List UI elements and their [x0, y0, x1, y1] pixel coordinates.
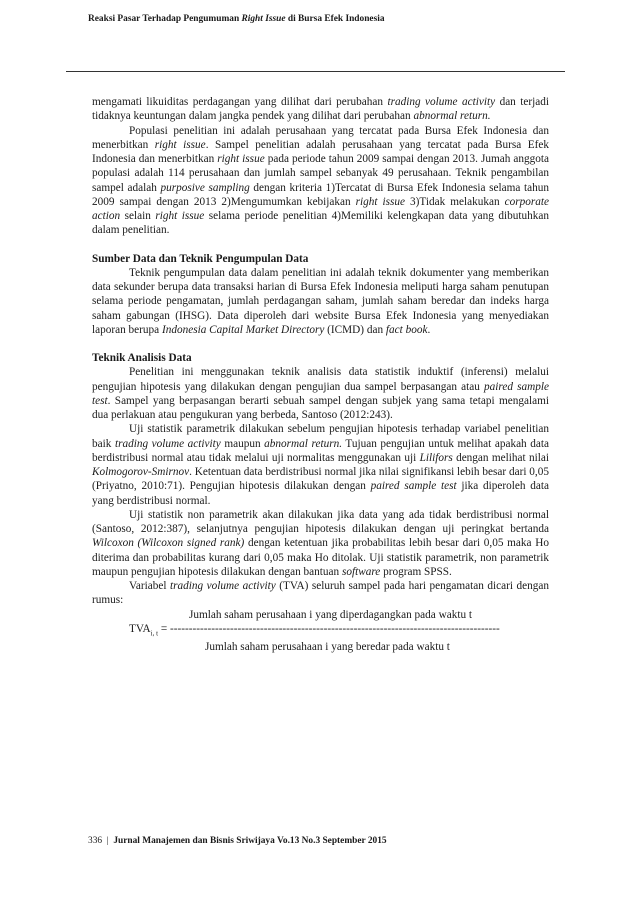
journal-name: Jurnal Manajemen dan Bisnis Sriwijaya Vo.13 No.3 September 2015 — [113, 836, 387, 846]
running-header: Reaksi Pasar Terhadap Pengumuman Right Issue di Bursa Efek Indonesia — [88, 14, 385, 24]
spacer — [92, 337, 549, 351]
formula-denominator: Jumlah saham perusahaan i yang beredar pada waktu t — [205, 641, 450, 654]
paragraph-1: mengamati likuiditas perdagangan yang dilihat dari perubahan trading volume activity dan terjadi tidaknya keuntungan dalam jangka pendek yang dilihat dari perubahan abnormal return. — [92, 96, 549, 123]
paragraph-populasi: Populasi penelitian ini adalah perusahaan yang tercatat pada Bursa Efek Indonesia dan menerbitkan right issue. Sampel penelitian adalah perusahaan yang tercatat pada Bursa Efek Indonesia dan menerbitkan right issue pada periode tahun 2009 sampai dengan 2013. Jumah anggota populasi adalah 114 perusahaan dan jumlah sampel sebanyak 49 perusahaan. Teknik pengambilan sampel adalah purposive sampling dengan kriteria 1)Tercatat di Bursa Efek Indonesia selama tahun 2009 sampai dengan 2013 2)Mengumumkan kebijakan right issue 3)Tidak melakukan corporate action selain right issue selama periode penelitian 4)Memiliki kelengkapan data yang dibutuhkan dalam penelitian. — [92, 124, 549, 237]
section-heading-analisis: Teknik Analisis Data — [92, 352, 192, 364]
paragraph-non-parametrik: Uji statistik non parametrik akan dilakukan jika data yang ada tidak berdistribusi normal (Santoso, 2012:387), selanjutnya pengujian hipotesis dilakukan dengan uji peringkat bertanda Wilcoxon (Wilcoxon signed rank) dengan ketentuan jika probabilitas lebih besar dari 0,05 maka Ho diterima dan probabilitas kurang dari 0,05 maka Ho ditolak. Uji statistik parametrik, non parametrik maupun pengujian hipotesis dilakukan dengan bantuan software program SPSS. — [92, 508, 549, 578]
paragraph-analisis: Penelitian ini menggunakan teknik analisis data statistik induktif (inferensi) melalui pengujian hipotesis yang dilakukan dengan pengujian dua sampel berpasangan atau paired sample test. Sampel yang berpasangan berarti sebuah sampel dengan subjek yang sama tetapi mengalami dua perlakuan atau pengukuran yang berbeda, Santoso (2012:243). — [92, 366, 550, 421]
page-number: 336 — [88, 836, 103, 846]
section-heading-sumber-data: Sumber Data dan Teknik Pengumpulan Data — [92, 252, 309, 265]
formula-lhs: $TVA_{i, t}$ = ---------------------------------------------------------------------------------------- — [129, 622, 500, 637]
page-footer: 336 | Jurnal Manajemen dan Bisnis Sriwijaya Vo.13 No.3 September 2015 — [88, 836, 387, 846]
tva-formula — [92, 608, 549, 655]
paragraph-parametrik: Uji statistik parametrik dilakukan sebelum pengujian hipotesis terhadap variabel penelitian baik trading volume activity maupun abnormal return. Tujuan pengujian untuk melihat apakah data berdistribusi normal atau tidak melalui uji normalitas menggunakan uji Lilifors dengan melihat nilai Kolmogorov-Smirnov. Ketentuan data berdistribusi normal jika nilai signifikansi lebih besar dari 0,05 (Priyatno, 2010:71). Pengujian hipotesis dilakukan dengan paired sample test jika diperoleh data yang berdistribusi normal. — [92, 423, 549, 507]
page-body — [92, 95, 549, 655]
header-rule — [66, 71, 565, 72]
formula-numerator: Jumlah saham perusahaan i yang diperdagangkan pada waktu t — [189, 608, 473, 621]
spacer — [92, 238, 549, 252]
fraction-line: ---------------------------------------------------------------------------------------- — [170, 622, 500, 635]
paragraph-variabel: Variabel trading volume activity (TVA) seluruh sampel pada hari pengamatan dicari dengan rumus: — [92, 580, 549, 607]
paragraph-sumber-data: Teknik pengumpulan data dalam penelitian ini adalah teknik dokumenter yang memberikan data sekunder berupa data transaksi harian di Bursa Efek Indonesia meliputi harga saham penutupan selama periode pengamatan, jumlah perdagangan saham, jumlah saham beredar dan indeks harga saham gabungan (IHSG). Data diperoleh dari website Bursa Efek Indonesia yang menyediakan laporan berupa Indonesia Capital Market Directory (ICMD) dan fact book. — [92, 266, 549, 336]
